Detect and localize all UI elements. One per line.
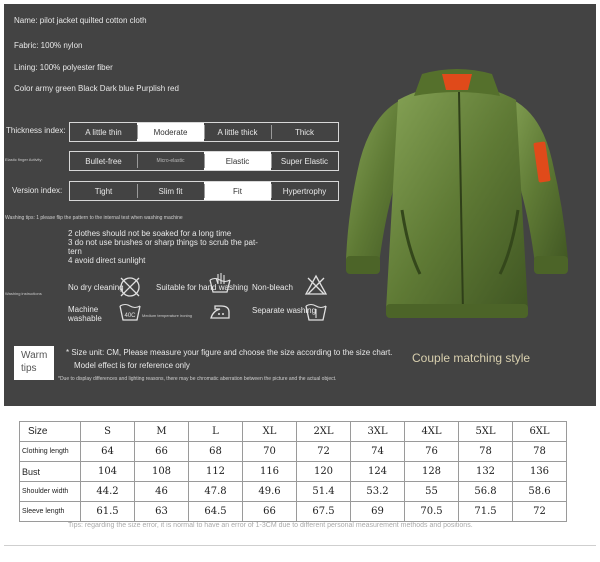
size-header-cell: S — [81, 422, 135, 442]
machine-wash-40-icon — [118, 300, 142, 322]
washing-tips-line3b: tern — [68, 247, 82, 256]
version-scale — [69, 181, 339, 201]
table-cell: 78 — [459, 442, 513, 462]
thickness-option-thick: Thick — [271, 123, 338, 141]
thickness-label: Thickness index: — [6, 126, 66, 135]
size-header-label: Size — [20, 422, 81, 442]
table-cell: 61.5 — [81, 502, 135, 522]
warm-tips-badge: Warm tips — [14, 346, 54, 380]
washing-tips-line1: Washing tips: 1 please flip the pattern to the internal test when washing machine — [5, 215, 183, 221]
table-cell: 58.6 — [513, 482, 567, 502]
table-cell: 70 — [243, 442, 297, 462]
size-header-cell: 5XL — [459, 422, 513, 442]
thickness-option-thin: A little thin — [85, 127, 122, 137]
table-row — [20, 462, 567, 482]
non-bleach-label: Non-bleach — [252, 283, 293, 292]
elasticity-option-elastic: Elastic — [204, 152, 271, 170]
couple-matching-text: Couple matching style — [412, 351, 531, 365]
table-cell: 64 — [81, 442, 135, 462]
non-bleach-icon — [304, 274, 328, 296]
table-cell: 69 — [351, 502, 405, 522]
product-colors: Color army green Black Dark blue Purplish red — [14, 84, 179, 93]
product-fabric: Fabric: 100% nylon — [14, 41, 83, 50]
hand-washing-icon — [208, 272, 232, 294]
table-cell: 74 — [351, 442, 405, 462]
size-header-cell: 6XL — [513, 422, 567, 442]
size-header-cell: 4XL — [405, 422, 459, 442]
table-cell: 56.8 — [459, 482, 513, 502]
table-cell: 64.5 — [189, 502, 243, 522]
separate-washing-label: Separate washing — [252, 306, 317, 315]
table-cell: 120 — [297, 462, 351, 482]
thickness-scale — [69, 122, 339, 142]
version-label: Version index: — [12, 186, 63, 195]
size-error-tips: Tips: regarding the size error, it is normal to have an error of 1-3CM due to different personal measurement methods and positions. — [68, 522, 473, 529]
table-cell: 72 — [297, 442, 351, 462]
table-cell: 116 — [243, 462, 297, 482]
table-cell: 128 — [405, 462, 459, 482]
table-cell: 78 — [513, 442, 567, 462]
elasticity-option-micro-elastic: Micro-elastic — [137, 152, 204, 170]
thickness-option-little-thick: A little thick — [204, 123, 271, 141]
bottom-divider — [4, 545, 596, 546]
table-row — [20, 502, 567, 522]
wash-temp-text: 40C — [124, 313, 136, 319]
machine-washable-label: Machine washable — [68, 305, 102, 323]
row-label: Bust — [20, 462, 81, 482]
table-cell: 68 — [189, 442, 243, 462]
table-cell: 55 — [405, 482, 459, 502]
warm-tips-line3: *Due to display differences and lighting reasons, there may be chromatic aberration between the picture and the actual object. — [58, 376, 337, 382]
elasticity-option-super-elastic: Super Elastic — [271, 152, 338, 170]
table-cell: 108 — [135, 462, 189, 482]
size-header-cell: 2XL — [297, 422, 351, 442]
version-option-hypertrophy: Hypertrophy — [271, 182, 338, 200]
size-header-row — [20, 422, 567, 442]
no-dry-cleaning-label: No dry cleaning — [68, 283, 124, 292]
table-cell: 44.2 — [81, 482, 135, 502]
no-dry-cleaning-icon — [118, 276, 142, 298]
size-header-cell: XL — [243, 422, 297, 442]
thickness-option-moderate: Moderate — [137, 123, 204, 141]
table-cell: 47.8 — [189, 482, 243, 502]
washing-tips-line2: 2 clothes should not be soaked for a long time — [68, 229, 232, 238]
product-lining: Lining: 100% polyester fiber — [14, 63, 113, 72]
table-cell: 53.2 — [351, 482, 405, 502]
medium-temp-label: Medium temperature ironing — [142, 313, 193, 318]
version-option-fit: Fit — [204, 182, 271, 200]
separate-washing-icon — [304, 300, 328, 322]
table-cell: 132 — [459, 462, 513, 482]
table-cell: 67.5 — [297, 502, 351, 522]
warm-tips-line2: Model effect is for reference only — [74, 361, 190, 370]
table-cell: 63 — [135, 502, 189, 522]
table-cell: 46 — [135, 482, 189, 502]
size-header-cell: 3XL — [351, 422, 405, 442]
table-cell: 66 — [135, 442, 189, 462]
elasticity-label: Elastic finger Activity: — [5, 157, 43, 162]
row-label: Clothing length — [20, 442, 81, 462]
iron-medium-temp-icon — [208, 300, 232, 322]
table-cell: 76 — [405, 442, 459, 462]
product-name: Name: pilot jacket quilted cotton cloth — [14, 16, 147, 25]
table-row — [20, 442, 567, 462]
table-cell: 104 — [81, 462, 135, 482]
table-row — [20, 482, 567, 502]
row-label: Sleeve length — [20, 502, 81, 522]
washing-tips-line4: 4 avoid direct sunlight — [68, 256, 146, 265]
table-cell: 70.5 — [405, 502, 459, 522]
table-cell: 112 — [189, 462, 243, 482]
size-table — [19, 421, 567, 522]
hand-washing-label: Suitable for hand washing — [156, 283, 249, 292]
table-cell: 71.5 — [459, 502, 513, 522]
table-cell: 124 — [351, 462, 405, 482]
table-cell: 49.6 — [243, 482, 297, 502]
table-cell: 72 — [513, 502, 567, 522]
washing-tips-line3: 3 do not use brushes or sharp things to scrub the pat- — [68, 238, 258, 247]
version-option-slim-fit: Slim fit — [137, 182, 204, 200]
jacket-image — [338, 60, 576, 338]
elasticity-option-bullet-free: Bullet-free — [85, 156, 122, 166]
size-header-cell: M — [135, 422, 189, 442]
table-cell: 136 — [513, 462, 567, 482]
table-cell: 51.4 — [297, 482, 351, 502]
elasticity-scale — [69, 151, 339, 171]
size-header-cell: L — [189, 422, 243, 442]
version-option-tight: Tight — [94, 186, 113, 196]
row-label: Shoulder width — [20, 482, 81, 502]
warm-tips-line1: * Size unit: CM, Please measure your figure and choose the size according to the size chart. — [66, 348, 393, 357]
table-cell: 66 — [243, 502, 297, 522]
washing-instructions-label: Washing instructions — [5, 291, 42, 296]
